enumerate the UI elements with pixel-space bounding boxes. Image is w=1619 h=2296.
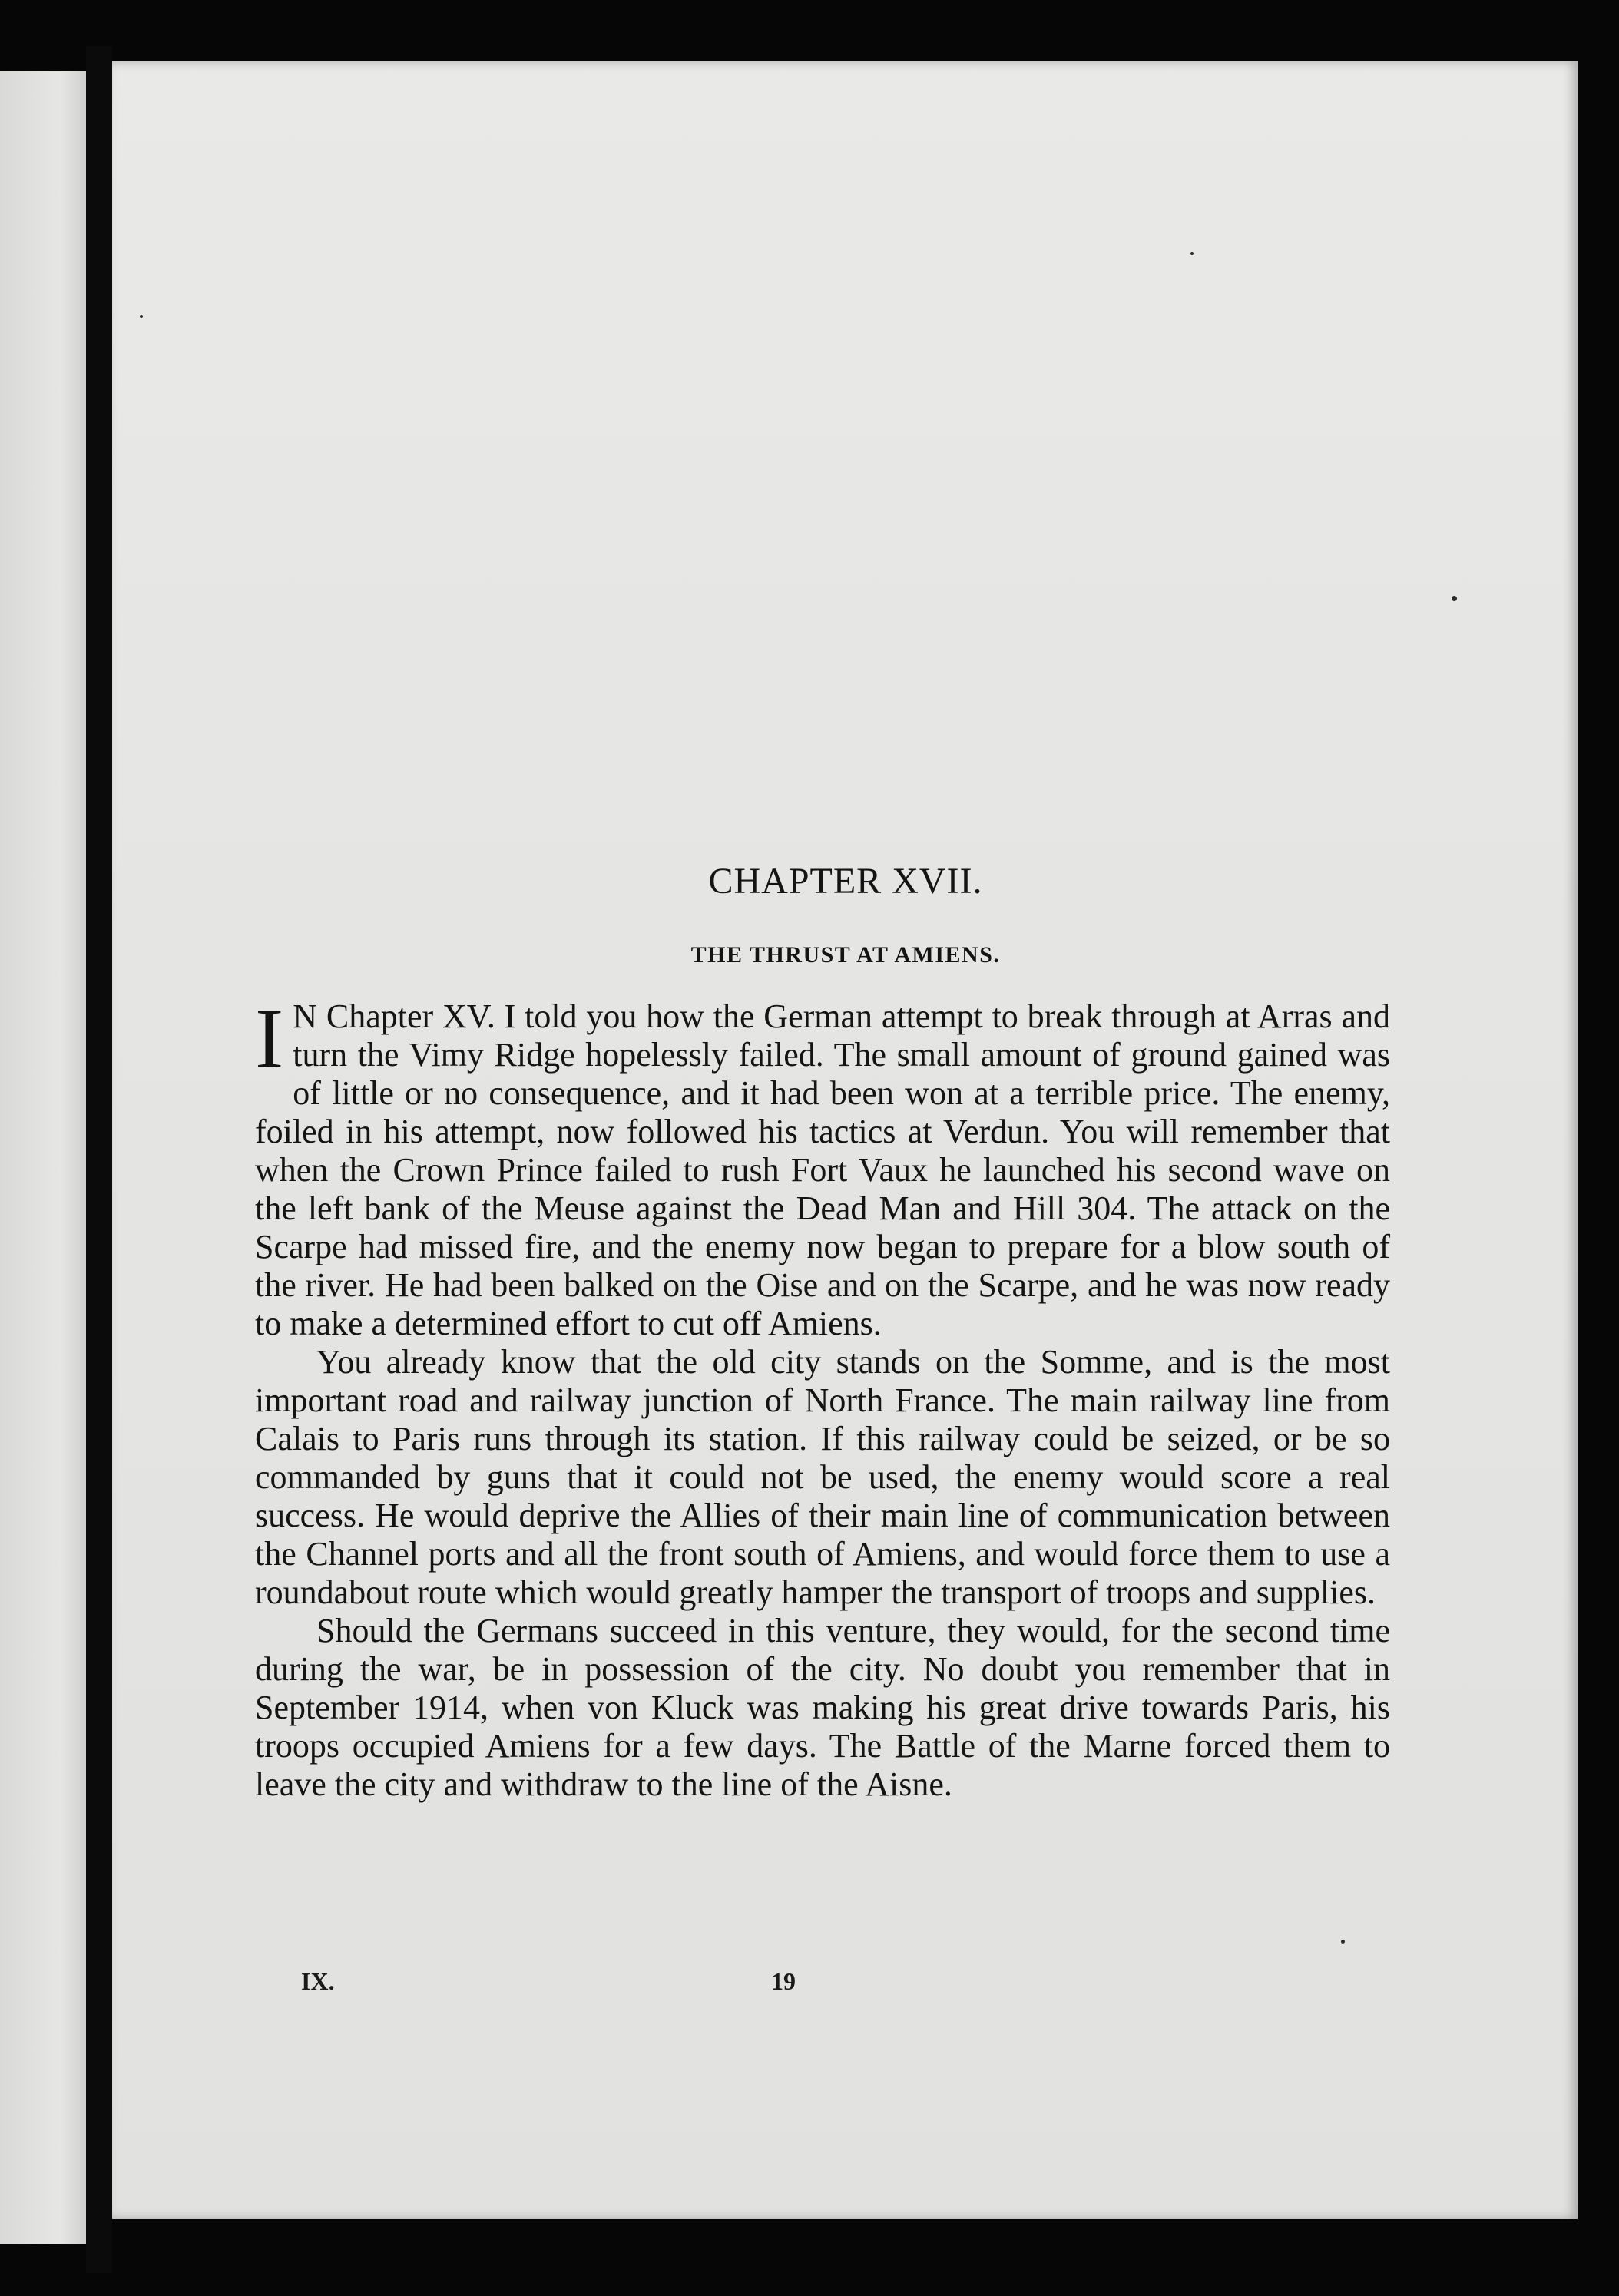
paper-speck — [1190, 252, 1194, 255]
signature-mark: IX. — [301, 1967, 335, 1995]
signature-number: 19 — [771, 1967, 796, 1995]
previous-page-edge — [0, 71, 86, 2244]
paragraph-2: You already know that the old city stands on the Somme, and is the most important road and railway junction of North France. The main railway line from Calais to Paris runs through its station. If this railway could be seized, or be so commanded by guns that it could not be used, the enemy would score a real success. He would deprive the Allies of their main line of communication between the Channel ports and all the front south of Amiens, and would force them to use a roundabout route which would greatly hamper the transport of troops and supplies. — [255, 1343, 1390, 1611]
paragraph-3: Should the Germans succeed in this venture, they would, for the second time during the war, be in possession of the city. No doubt you remember that in September 1914, when von Kluck was making his great drive towards Paris, his troops occupied Amiens for a few days. The Battle of the Marne forced them to leave the city and withdraw to the line of the Aisne. — [255, 1612, 1390, 1803]
page-text-block — [255, 860, 1390, 1804]
paper-speck — [1341, 1940, 1345, 1944]
paper-speck — [140, 315, 143, 318]
book-page — [112, 61, 1578, 2219]
paragraph-1-text: N Chapter XV. I told you how the German attempt to break through at Arras and turn the Vimy Ridge hopelessly failed. The small amount of ground gained was of little or no consequence, and it had been won at a terrible price. The enemy, foiled in his attempt, now followed his tactics at Verdun. You will remember that when the Crown Prince failed to rush Fort Vaux he launched his second wave on the left bank of the Meuse against the Dead Man and Hill 304. The attack on the Scarpe had missed fire, and the enemy now began to prepare for a blow south of the river. He had been balked on the Oise and on the Scarpe, and he was now ready to make a determined effort to cut off Amiens. — [255, 997, 1390, 1342]
paper-speck — [1452, 596, 1457, 601]
chapter-title: CHAPTER XVII. — [708, 861, 983, 902]
chapter-subtitle: THE THRUST AT AMIENS. — [690, 942, 1001, 968]
paragraph-1 — [255, 991, 1390, 1343]
drop-cap: I — [255, 991, 284, 1087]
book-gutter — [86, 46, 112, 2273]
